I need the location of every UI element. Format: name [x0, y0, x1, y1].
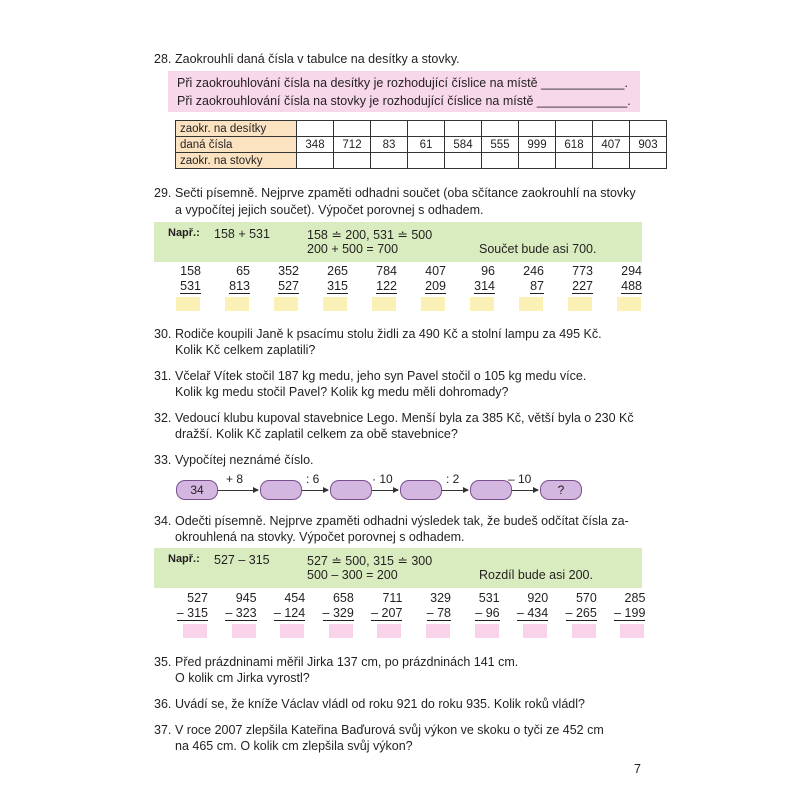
exercise-bottom-number: – 207 — [371, 606, 403, 620]
answer-cell[interactable] — [593, 153, 630, 169]
rounding-table — [175, 120, 667, 169]
exercise-bottom-number: – 199 — [614, 606, 646, 620]
exercise-bottom-number: 315 — [327, 279, 348, 293]
chain-op-2: : 6 — [306, 472, 320, 486]
answer-cell[interactable] — [519, 153, 556, 169]
answer-box[interactable] — [183, 624, 207, 638]
task-32-line-2: dražší. Kolik Kč zaplatil celkem za obě stavebnice? — [175, 427, 458, 441]
answer-cell[interactable] — [408, 153, 445, 169]
row-label-tens: zaokr. na desítky — [176, 121, 297, 137]
exercise-bottom-number: 813 — [229, 279, 250, 293]
answer-box[interactable] — [620, 624, 644, 638]
task-35-line-2: O kolik cm Jirka vyrostl? — [175, 671, 310, 685]
task-36-number: 36. — [154, 697, 172, 711]
exercise-top-number: 773 — [572, 264, 593, 278]
exercise-bottom-number: 488 — [621, 279, 642, 293]
answer-box[interactable] — [475, 624, 499, 638]
exercise-bottom-number: – 78 — [426, 606, 451, 620]
exercise-top-number: 570 — [575, 591, 597, 605]
example-estimate-2: 200 + 500 = 700 — [307, 242, 399, 256]
chain-arrow — [512, 490, 538, 491]
exercise-bottom-number: 227 — [572, 279, 593, 293]
answer-box[interactable] — [568, 297, 592, 311]
task-28-rule-1: Při zaokrouhlování čísla na desítky je rozhodující číslice na místě ____________. — [177, 76, 628, 90]
chain-op-5: – 10 — [508, 472, 532, 486]
exercise-top-number: 294 — [621, 264, 642, 278]
answer-cell[interactable] — [556, 153, 593, 169]
answer-cell[interactable] — [593, 121, 630, 137]
example-result: Součet bude asi 700. — [479, 242, 597, 256]
exercise-bottom-number: 122 — [376, 279, 397, 293]
exercise-top-number: 65 — [236, 264, 250, 278]
answer-box[interactable] — [274, 297, 298, 311]
answer-box[interactable] — [372, 297, 396, 311]
task-29-line-2: a vypočítej jejich součet). Výpočet porovnej s odhadem. — [175, 203, 484, 217]
answer-box[interactable] — [523, 624, 547, 638]
chain-blank[interactable] — [470, 480, 512, 500]
answer-box[interactable] — [421, 297, 445, 311]
example-label: Např.: — [168, 553, 200, 565]
chain-arrow — [302, 490, 328, 491]
answer-cell[interactable] — [445, 121, 482, 137]
given-number: 999 — [519, 137, 556, 153]
answer-box[interactable] — [617, 297, 641, 311]
chain-op-1: + 8 — [226, 472, 244, 486]
chain-arrow — [218, 490, 258, 491]
task-29-line-1: Sečti písemně. Nejprve zpaměti odhadni součet (oba sčítance zaokrouhlí na stovky — [175, 186, 636, 200]
chain-blank[interactable] — [400, 480, 442, 500]
exercise-top-number: 945 — [235, 591, 257, 605]
task-28-number: 28. — [154, 52, 172, 66]
answer-box[interactable] — [329, 624, 353, 638]
answer-box[interactable] — [572, 624, 596, 638]
given-number: 61 — [408, 137, 445, 153]
answer-cell[interactable] — [519, 121, 556, 137]
task-32-line-1: Vedoucí klubu kupoval stavebnice Lego. Menší byla za 385 Kč, větší byla o 230 Kč — [175, 411, 634, 425]
exercise-top-number: 454 — [284, 591, 306, 605]
exercise-top-number: 265 — [327, 264, 348, 278]
exercise-top-number: 527 — [187, 591, 208, 605]
exercise-top-number: 531 — [478, 591, 500, 605]
exercise-bottom-number: – 124 — [273, 606, 306, 620]
task-28-text: Zaokrouhli daná čísla v tabulce na desítky a stovky. — [175, 52, 460, 66]
task-33-text: Vypočítej neznámé číslo. — [175, 453, 314, 467]
exercise-top-number: 711 — [382, 591, 403, 605]
exercise-bottom-number: – 315 — [176, 606, 208, 620]
exercise-top-number: 158 — [180, 264, 201, 278]
exercise-bottom-number: – 323 — [225, 606, 257, 620]
task-34-line-2: okrouhlená na stovky. Výpočet porovnej s odhadem. — [175, 530, 465, 544]
example-estimate-1: 158 ≐ 200, 531 ≐ 500 — [307, 228, 433, 242]
task-37-line-1: V roce 2007 zlepšila Kateřina Baďurová svůj výkon ve skoku o tyči ze 452 cm — [175, 723, 604, 737]
given-number: 83 — [371, 137, 408, 153]
task-31-number: 31. — [154, 369, 172, 383]
task-34-number: 34. — [154, 514, 172, 528]
exercise-bottom-number: – 434 — [516, 606, 549, 620]
row-label-hundreds: zaokr. na stovky — [176, 153, 297, 169]
exercise-top-number: 246 — [523, 264, 544, 278]
exercise-bottom-number: 314 — [474, 279, 495, 293]
example-result: Rozdíl bude asi 200. — [479, 568, 593, 582]
given-number: 407 — [593, 137, 630, 153]
answer-box[interactable] — [280, 624, 304, 638]
chain-arrow — [442, 490, 468, 491]
answer-box[interactable] — [470, 297, 494, 311]
chain-op-3: · 10 — [372, 472, 393, 486]
given-number: 903 — [630, 137, 667, 153]
example-expression: 158 + 531 — [214, 227, 270, 241]
example-label: Např.: — [168, 227, 200, 239]
example-estimate-1: 527 ≐ 500, 315 ≐ 300 — [307, 554, 433, 568]
exercise-bottom-number: 209 — [425, 279, 446, 293]
exercise-bottom-number: 87 — [530, 279, 544, 293]
answer-cell[interactable] — [408, 121, 445, 137]
exercise-bottom-number: – 329 — [322, 606, 354, 620]
task-35-number: 35. — [154, 655, 172, 669]
exercise-top-number: 920 — [527, 591, 549, 605]
task-37-line-2: na 465 cm. O kolik cm zlepšila svůj výkon? — [175, 739, 413, 753]
answer-box[interactable] — [225, 297, 249, 311]
task-31-line-1: Včelař Vítek stočil 187 kg medu, jeho syn Pavel stočil o 105 kg medu více. — [175, 369, 587, 383]
given-number: 555 — [482, 137, 519, 153]
answer-box[interactable] — [519, 297, 543, 311]
answer-box[interactable] — [176, 297, 200, 311]
answer-cell[interactable] — [371, 121, 408, 137]
given-number: 348 — [297, 137, 334, 153]
task-37-number: 37. — [154, 723, 172, 737]
given-number: 618 — [556, 137, 593, 153]
task-35-line-1: Před prázdninami měřil Jirka 137 cm, po prázdninách 141 cm. — [175, 655, 519, 669]
exercise-top-number: 784 — [376, 264, 397, 278]
chain-end-value: ? — [557, 483, 565, 497]
answer-cell[interactable] — [297, 153, 334, 169]
exercise-bottom-number: 531 — [180, 279, 201, 293]
chain-arrow — [372, 490, 398, 491]
answer-cell[interactable] — [334, 153, 371, 169]
exercise-bottom-number: – 96 — [475, 606, 500, 620]
example-expression: 527 – 315 — [214, 553, 270, 567]
answer-cell[interactable] — [445, 153, 482, 169]
exercise-top-number: 285 — [624, 591, 646, 605]
chain-end[interactable] — [540, 480, 582, 500]
task-28-rule-2: Při zaokrouhlování čísla na stovky je rozhodující číslice na místě _____________. — [177, 94, 631, 108]
answer-box[interactable] — [232, 624, 256, 638]
answer-cell[interactable] — [482, 153, 519, 169]
answer-box[interactable] — [323, 297, 347, 311]
task-30-line-1: Rodiče koupili Janě k psacímu stolu židli za 490 Kč a stolní lampu za 495 Kč. — [175, 327, 602, 341]
exercise-bottom-number: – 265 — [565, 606, 597, 620]
example-estimate-2: 500 – 300 = 200 — [307, 568, 398, 582]
task-32-number: 32. — [154, 411, 172, 425]
exercise-top-number: 329 — [430, 591, 451, 605]
answer-cell[interactable] — [630, 121, 667, 137]
task-30-line-2: Kolik Kč celkem zaplatili? — [175, 343, 316, 357]
chain-start — [176, 480, 218, 500]
task-31-line-2: Kolik kg medu stočil Pavel? Kolik kg medu měli dohromady? — [175, 385, 509, 399]
chain-op-4: : 2 — [446, 472, 460, 486]
page-number: 7 — [634, 762, 641, 776]
chain-blank[interactable] — [330, 480, 372, 500]
chain-start-value: 34 — [190, 483, 204, 497]
task-36-line-1: Uvádí se, že kníže Václav vládl od roku 921 do roku 935. Kolik roků vládl? — [175, 697, 585, 711]
answer-cell[interactable] — [482, 121, 519, 137]
answer-cell[interactable] — [297, 121, 334, 137]
answer-cell[interactable] — [556, 121, 593, 137]
answer-box[interactable] — [426, 624, 450, 638]
exercise-top-number: 96 — [481, 264, 495, 278]
task-33-number: 33. — [154, 453, 172, 467]
exercise-top-number: 407 — [425, 264, 446, 278]
task-29-number: 29. — [154, 186, 172, 200]
answer-cell[interactable] — [630, 153, 667, 169]
exercise-top-number: 352 — [278, 264, 299, 278]
given-number: 584 — [445, 137, 482, 153]
task-34-line-1: Odečti písemně. Nejprve zpaměti odhadni výsledek tak, že budeš odčítat čísla za- — [175, 514, 629, 528]
row-label-numbers: daná čísla — [176, 137, 297, 153]
exercise-bottom-number: 527 — [278, 279, 299, 293]
answer-box[interactable] — [377, 624, 401, 638]
answer-cell[interactable] — [334, 121, 371, 137]
exercise-top-number: 658 — [332, 591, 354, 605]
answer-cell[interactable] — [371, 153, 408, 169]
chain-blank[interactable] — [260, 480, 302, 500]
given-number: 712 — [334, 137, 371, 153]
task-30-number: 30. — [154, 327, 172, 341]
